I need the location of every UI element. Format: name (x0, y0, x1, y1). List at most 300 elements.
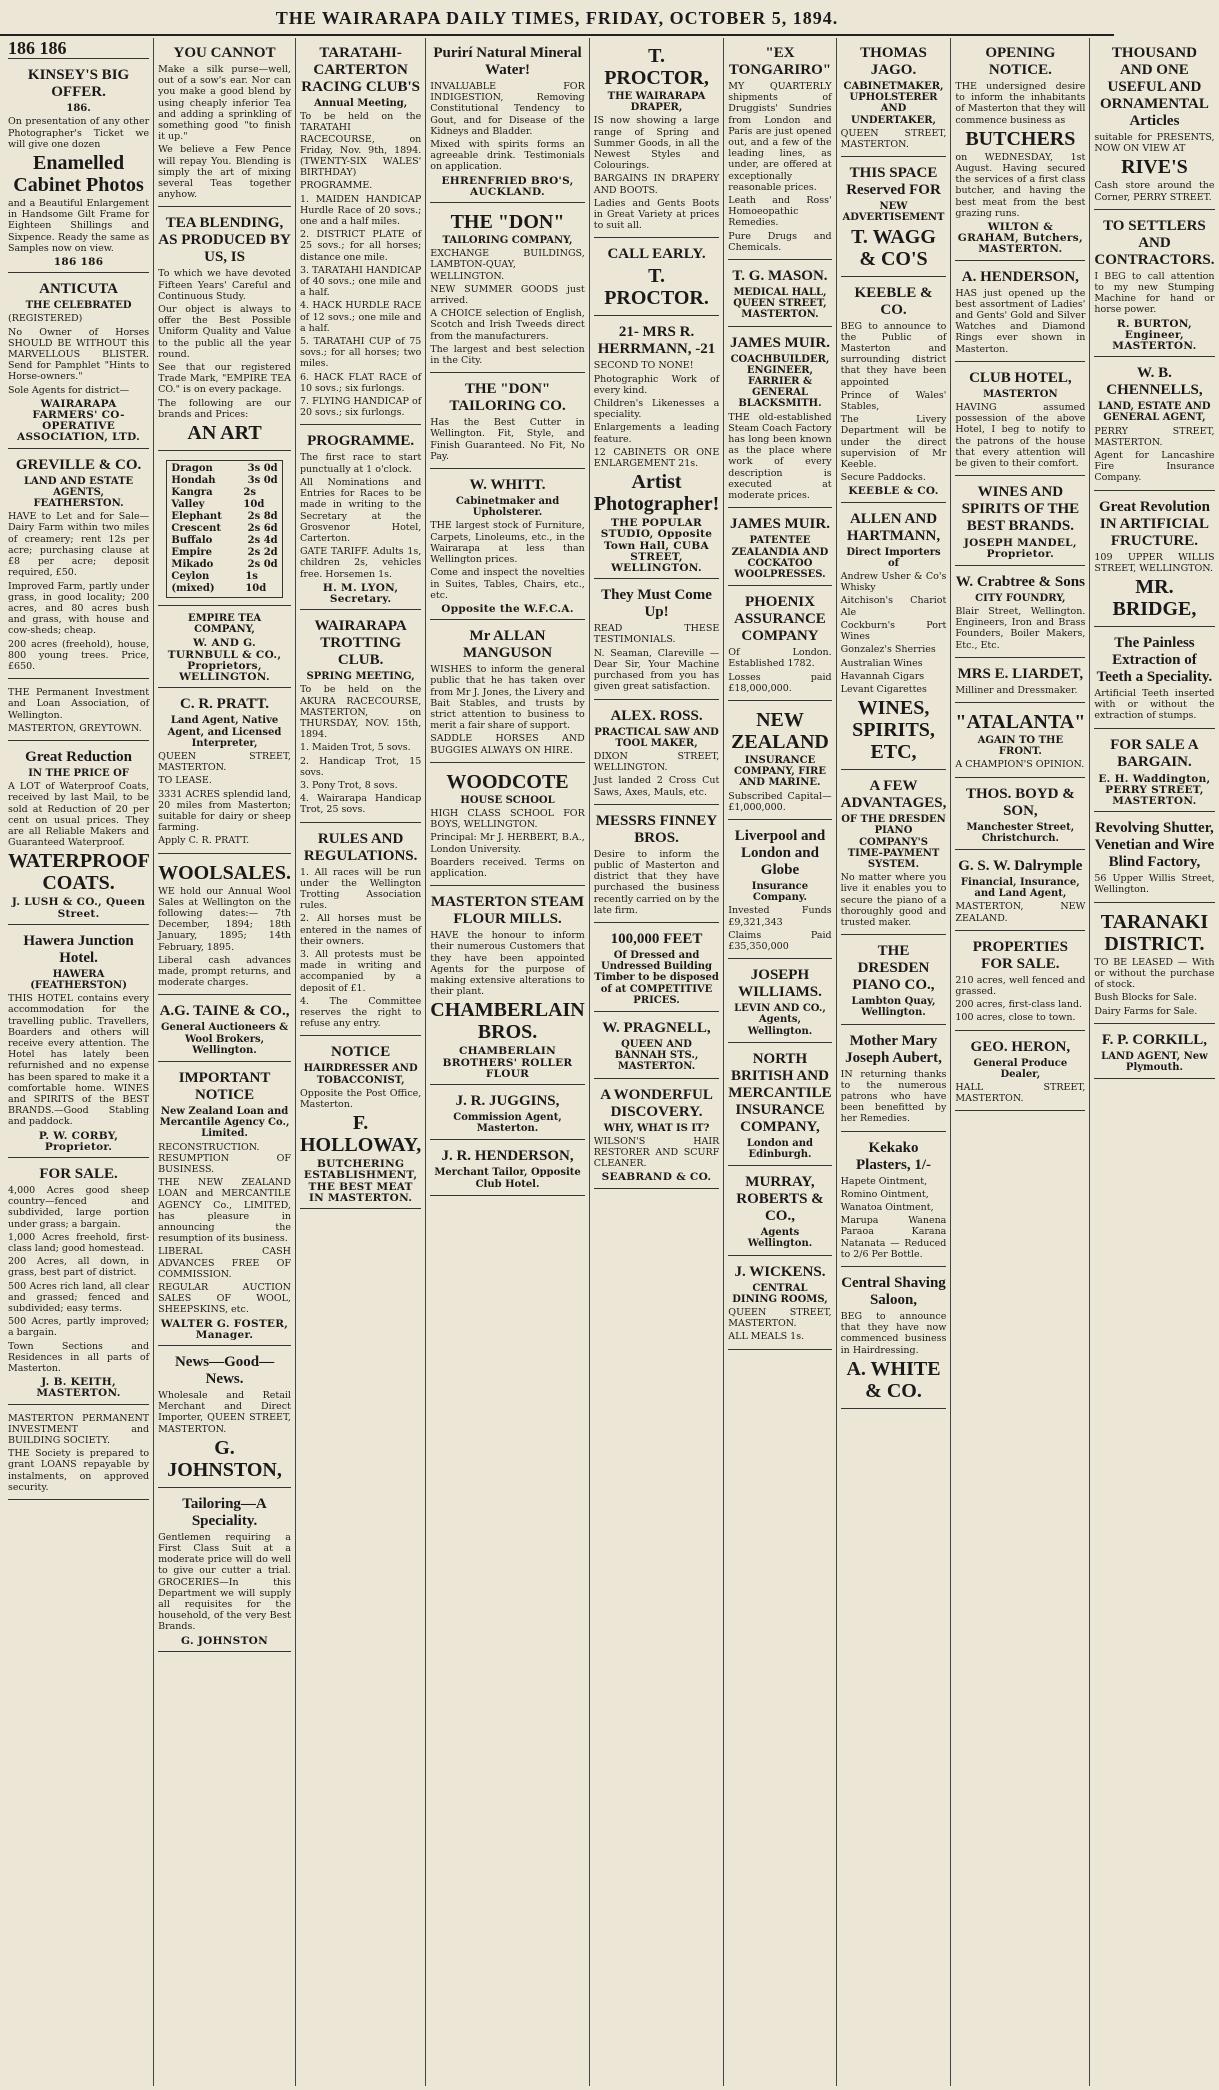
price-row (171, 535, 277, 547)
ad-signature: THE POPULAR STUDIO, Opposite Town Hall, CUBA STREET, WELLINGTON. (600, 517, 713, 575)
ad-heading: THE "DON" (450, 211, 565, 234)
ad-subheading: London and Edinburgh. (746, 1137, 814, 1160)
ad-body-text: Apply C. R. PRATT. (158, 835, 250, 847)
ad-heading: JAMES MUIR. (729, 516, 830, 533)
advertisement (8, 682, 149, 741)
ad-body-text: HIGH CLASS SCHOOL FOR BOYS, WELLINGTON. (430, 807, 585, 831)
ad-body-text: WE hold our Annual Wool Sales at Wellington on the following dates:— 7th December, 1894; 18th January, 1895; 14th February, 1895. (158, 885, 291, 953)
ad-body-text: Hapete Ointment, (840, 1175, 928, 1187)
ad-body-text: THE old-established Steam Coach Factory has long been known as the place where work of every description is executed at moderate prices. (728, 411, 832, 502)
tea-brand: Elephant (171, 511, 222, 523)
ad-signature: G. JOHNSTON (181, 1634, 269, 1647)
column-1 (4, 38, 154, 2086)
ad-signature: 186 186 (53, 256, 104, 269)
ad-body-text: Agent for Lancashire Fire Insurance Company. (1094, 450, 1215, 484)
ad-heading: W. Crabtree & Sons (955, 573, 1085, 590)
ad-heading: W. PRAGNELL, (602, 1019, 711, 1036)
ad-heading: A. HENDERSON, (961, 268, 1079, 285)
tea-brand: Crescent (171, 523, 221, 535)
ad-body-text: DIXON STREET, WELLINGTON. (593, 750, 720, 774)
ad-body-text: MY QUARTERLY shipments of Druggists' Sundries from London and Paris are just opened out, and a few of the leading lines, as under, are offered at exceptionally reasonable prices. (728, 81, 832, 193)
ad-signature: EHRENFRIED BRO'S, AUCKLAND. (441, 174, 574, 198)
ad-body-text: Our object is always to offer the Best Possible Uniform Quality and Value to the public all the year round. (158, 304, 291, 360)
ad-subheading: QUEEN AND BANNAH STS., MASTERTON. (614, 1038, 699, 1073)
ad-body-text: A CHAMPION'S OPINION. (955, 759, 1085, 771)
price-row (171, 559, 277, 571)
advertisement (430, 1088, 584, 1140)
ad-body-text: BARGAINS IN DRAPERY AND BOOTS. (593, 173, 720, 196)
ad-subheading: OF THE DRESDEN PIANO COMPANY'S TIME-PAYMENT SYSTEM. (841, 814, 946, 870)
ad-heading: OPENING NOTICE. (985, 45, 1056, 78)
advertisement (728, 704, 831, 820)
ad-heading: Purirí Natural Mineral Water! (433, 45, 582, 78)
ad-body-text: 5. TARATAHI CUP of 75 sovs.; for all horses; two miles. (299, 336, 422, 370)
ad-subheading: Agents Wellington. (747, 1227, 813, 1250)
ad-body-text: Aitchison's Chariot Ale (840, 595, 947, 618)
ad-body-text: SADDLE HORSES AND BUGGIES ALWAYS ON HIRE. (430, 733, 585, 756)
column-3 (296, 38, 426, 2086)
ad-body-text: Losses paid £18,000,000. (728, 671, 832, 694)
ad-subheading: General Produce Dealer, (973, 1057, 1068, 1080)
ad-heading: J. R. HENDERSON, (441, 1148, 574, 1165)
advertisement (728, 962, 831, 1043)
ad-heading: W. WHITT. (469, 477, 546, 494)
ad-body-text: suitable for PRESENTS, NOW ON VIEW AT (1094, 132, 1215, 155)
ad-subheading: 186. (66, 103, 91, 115)
ad-body-text: EXCHANGE BUILDINGS, LAMBTON-QUAY, WELLINGTON. (430, 248, 585, 282)
advertisement (594, 582, 720, 699)
ad-body-text: Invested Funds £9,321,343 (728, 905, 832, 928)
advertisement (841, 938, 947, 1024)
ad-body-text: Milliner and Dressmaker. (955, 684, 1078, 696)
ad-body-text: 4. The Committee reserves the right to refuse any entry. (299, 995, 422, 1030)
ad-body-text: 100 acres, close to town. (955, 1012, 1076, 1024)
ad-subheading: AGAIN TO THE FRONT. (977, 734, 1064, 758)
column-2 (154, 38, 296, 2086)
advertisement (1094, 494, 1214, 627)
ad-body-text: 200 acres, first-class land. (955, 999, 1083, 1011)
ad-heading: THOUSAND AND ONE USEFUL AND ORNAMENTAL Articles (1099, 45, 1209, 129)
ad-body-text: 2. All horses must be entered in the names of their owners. (299, 913, 422, 947)
advertisement (728, 1169, 831, 1255)
ad-subheading: THE WAIRARAPA DRAPER, (607, 91, 706, 114)
price-row (171, 463, 277, 475)
ad-body-text: Levant Cigarettes (840, 683, 927, 695)
ad-signature: W. AND G. TURNBULL & CO., Proprietors, WELLINGTON. (167, 637, 282, 684)
advertisement (728, 263, 831, 327)
ad-body-text: QUEEN STREET, MASTERTON. (840, 127, 947, 151)
ad-heading: JAMES MUIR. (729, 334, 830, 351)
tea-brand: Dragon (171, 463, 213, 475)
tea-brand: Ceylon (mixed) (171, 571, 215, 595)
price-row (171, 571, 277, 595)
ad-body-text: 200 Acres, all down, in grass, best part of district. (8, 1256, 150, 1279)
ad-body-text: The following are our brands and Prices: (158, 397, 291, 420)
ad-body-text: NEW SUMMER GOODS just arrived. (430, 283, 585, 307)
ad-body-text: On presentation of any other Photographer's Ticket we will give one dozen (8, 116, 150, 150)
ad-body-text: To which we have devoted Fifteen Years' Careful and Continuous Study. (158, 268, 291, 302)
tea-brand: Buffalo (171, 535, 213, 547)
ad-subheading: CABINETMAKER, UPHOLSTERER AND UNDERTAKER, (843, 81, 944, 126)
ad-heading: CALL EARLY. (607, 246, 706, 263)
advertisement (841, 1135, 947, 1267)
ad-signature: P. W. CORBY, Proprietor. (38, 1129, 119, 1153)
ad-signature: KEEBLE & CO. (848, 485, 939, 498)
ad-subheading: PRACTICAL SAW AND TOOL MAKER, (594, 726, 719, 749)
ad-heading: Mother Mary Joseph Aubert, (845, 1032, 942, 1066)
ad-heading: TARATAHI-CARTERTON RACING CLUB'S (301, 45, 421, 95)
ad-body-text: on WEDNESDAY, 1st August. Having secured the services of a first class butcher, and having the best meat from the best grazing runs. (955, 151, 1086, 219)
tea-price: 3s 0d (247, 463, 278, 475)
ad-body-text: Blair Street, Wellington. Engineers, Iron and Brass Founders, Boiler Makers, Etc., Etc. (955, 605, 1086, 651)
ad-body-text: Ladies and Gents Boots in Great Variety at prices to suit all. (593, 197, 720, 232)
ad-body-text: GATE TARIFF. Adults 1s, children 2s, vehicles free. Horsemen 1s. (299, 546, 422, 580)
advertisement (158, 40, 291, 207)
ad-body-text: Opposite the Post Office, Masterton. (299, 1087, 422, 1111)
tea-brand: Kangra Valley (171, 487, 213, 511)
ad-body-text: RECONSTRUCTION. RESUMPTION OF BUSINESS. (158, 1141, 291, 1175)
advertisement (841, 1270, 947, 1409)
ad-subheading: Commission Agent, Masterton. (453, 1111, 562, 1135)
ad-body-text: See that our registered Trade Mark, "EMPIRE TEA CO." is on every package. (158, 362, 291, 396)
ad-heading: News—Good—News. (174, 1354, 275, 1388)
ad-body-text: 6. HACK FLAT RACE of 10 sovs.; six furlongs. (299, 371, 422, 394)
ad-subheading: COACHBUILDER, ENGINEER, FARRIER & GENERAL BLACKSMITH. (730, 353, 830, 410)
ad-body-text: Come and inspect the novelties in Suites, Tables, Chairs, etc., etc. (430, 567, 585, 601)
ad-heading: ANTICUTA (39, 281, 119, 298)
ad-heading: T. PROCTOR, (604, 45, 709, 89)
ad-body-text: 4. Wairarapa Handicap Trot, 25 sovs. (299, 793, 422, 816)
ad-subheading: TAILORING COMPANY, (442, 235, 573, 247)
masthead-title: THE WAIRARAPA DAILY TIMES, FRIDAY, OCTOBER 5, 1894. (275, 8, 839, 28)
ad-body-text: 3331 ACRES splendid land, 20 miles from Masterton; suitable for dairy or sheep farming. (158, 788, 291, 834)
ad-heading-secondary: F. HOLLOWAY, (299, 1112, 422, 1157)
advertisement (955, 934, 1085, 1031)
ad-body-text: Artificial Teeth inserted with or without the extraction of stumps. (1094, 688, 1215, 722)
ad-signature: R. BURTON, Engineer, MASTERTON. (1112, 317, 1197, 353)
ad-subheading: SPRING MEETING, (306, 671, 415, 683)
ad-heading: WAIRARAPA TROTTING CLUB. (314, 618, 407, 669)
ad-subheading: THE CELEBRATED (25, 300, 132, 312)
ad-subheading: Manchester Street, Christchurch. (966, 821, 1075, 844)
ad-body-text: TO BE LEASED — With or without the purchase of stock. (1094, 956, 1215, 991)
tea-brand: Mikado (171, 559, 214, 571)
advertisement (430, 889, 584, 1085)
ad-body-text: Has the Best Cutter in Wellington. Fit, Style, and Finish Guaranteed. No Fit, No Pay. (430, 417, 585, 462)
ad-heading: THOS. BOYD & SON, (965, 785, 1075, 819)
advertisement (841, 506, 947, 770)
ad-subheading: WHY, WHAT IS IT? (603, 1122, 710, 1134)
ad-heading: Kekako Plasters, 1/- (856, 1139, 931, 1173)
ad-body-text: 1. MAIDEN HANDICAP Hurdle Race of 20 sovs.; one and a half miles. (299, 193, 422, 228)
ad-body-text: Liberal cash advances made, prompt returns, and moderate charges. (158, 954, 291, 989)
ad-heading: Great Revolution IN ARTIFICIAL FRUCTURE. (1098, 498, 1210, 549)
ad-body-text: THE Permanent Investment and Loan Association, of Wellington. (8, 687, 150, 721)
ad-body-text: BEG to announce to the Public of Masterton and surrounding district that they have been appointed (840, 320, 947, 388)
advertisement (955, 365, 1085, 476)
advertisement (8, 928, 149, 1158)
ad-body-text: Make a silk purse—well, out of a sow's ear. Nor can you make a good blend by using cheaply inferior Tea and adding a sprinkling of something good "to finish it up." (158, 64, 291, 143)
ad-signature: CHAMBERLAIN BROTHERS' ROLLER FLOUR (442, 1045, 573, 1080)
ad-body-text: 7. FLYING HANDICAP of 20 sovs.; six furlongs. (299, 396, 422, 419)
ad-body-text: HAVING assumed possession of the above Hotel, I beg to notify to the patrons of the house that every attention will be given to their comfort. (955, 402, 1086, 470)
ad-body-text: Bush Blocks for Sale. (1094, 992, 1197, 1004)
ad-heading: YOU CANNOT (173, 45, 276, 61)
price-row (171, 547, 277, 559)
ad-heading: MRS E. LIARDET, (957, 665, 1084, 682)
tea-price: 3s 0d (247, 475, 278, 487)
advertisement (158, 454, 291, 606)
tea-brand: Hondah (171, 475, 216, 487)
advertisement (955, 479, 1085, 565)
ad-subheading: Lambton Quay, Wellington. (851, 996, 936, 1019)
ad-heading: Central Shaving Saloon, (841, 1274, 946, 1308)
advertisement (430, 623, 584, 763)
ad-heading: MASTERTON STEAM FLOUR MILLS. (431, 894, 585, 928)
advertisement (728, 823, 831, 959)
ad-heading-secondary: T. PROCTOR. (604, 265, 709, 310)
advertisement (955, 264, 1085, 362)
ad-heading: Revolving Shutter, Venetian and Wire Blind Factory, (1094, 820, 1215, 871)
ad-heading: KINSEY'S BIG OFFER. (27, 67, 130, 101)
ad-subheading: HAWERA (FEATHERSTON) (30, 968, 127, 991)
ad-body-text: Desire to inform the public of Masterton and district that they have purchased the business recently carried on by the late firm. (593, 848, 720, 916)
ad-heading-secondary: Artist Photographer! (593, 471, 720, 516)
advertisement (1094, 732, 1214, 813)
tea-price: 2s 8d (247, 511, 278, 523)
ad-heading: TARANAKI DISTRICT. (1100, 910, 1209, 955)
ad-heading: THIS SPACE Reserved FOR (846, 165, 941, 199)
ad-heading: Great Reduction (25, 748, 132, 765)
ad-subheading: LAND AND ESTATE AGENTS, FEATHERSTON. (23, 475, 134, 510)
ad-heading: WOODCOTE (446, 770, 569, 793)
advertisement (430, 472, 584, 620)
ad-body-text: THE Society is prepared to grant LOANS repayable by instalments, on approved security. (8, 1448, 150, 1493)
ad-heading: THE DRESDEN PIANO CO., (852, 943, 935, 994)
ad-body-text: I BEG to call attention to my new Stumping Machine for hand or horse power. (1094, 270, 1215, 316)
ad-body-text: Secure Paddocks. (840, 472, 926, 484)
ad-body-text: Andrew Usher & Co's Whisky (840, 571, 947, 594)
ad-body-text: Prince of Wales' Stables, (840, 389, 947, 413)
columns (4, 38, 1215, 2086)
ad-subheading: LAND AGENT, New Plymouth. (1101, 1050, 1208, 1073)
ad-subheading: HOUSE SCHOOL (460, 794, 555, 806)
ad-subheading: Financial, Insurance, and Land Agent, (960, 876, 1080, 900)
ad-heading: FOR SALE A BARGAIN. (1110, 736, 1199, 770)
advertisement (594, 1082, 720, 1189)
advertisement (728, 1259, 831, 1350)
advertisement (728, 511, 831, 586)
ad-subheading: MEDICAL HALL, QUEEN STREET, MASTERTON. (733, 287, 827, 321)
ad-signature: WILTON & GRAHAM, Butchers, MASTERTON. (957, 221, 1083, 256)
advertisement (430, 1143, 584, 1195)
ad-heading: WOOLSALES. (158, 861, 291, 884)
ad-heading: RULES AND REGULATIONS. (303, 830, 418, 864)
advertisement (841, 1028, 947, 1132)
ad-heading-secondary: G. JOHNSTON, (167, 1436, 282, 1481)
advertisement (594, 40, 720, 238)
ad-body-text: Gentlemen requiring a First Class Suit at a moderate price will do well to give our cutter a trial. GROCERIES—In this Department we will supply all requisites for the household, of the very Best Brands. (158, 1531, 291, 1633)
ad-subheading: Direct Importers of (846, 546, 941, 569)
advertisement (955, 781, 1085, 850)
ad-body-text: Improved Farm, partly under grass, in good locality; 200 acres, and 80 acres bush and grass, with house and cow-sheds; cheap. (8, 580, 150, 637)
ad-body-text: Cockburn's Port Wines (840, 619, 947, 643)
column-5 (590, 38, 725, 2086)
ad-heading: F. P. CORKILL, (1101, 1031, 1208, 1048)
ad-heading: J. R. JUGGINS, (455, 1092, 560, 1109)
advertisement (8, 1408, 149, 1500)
ad-body-text: READ THESE TESTIMONIALS. (593, 623, 720, 646)
advertisement (955, 569, 1085, 658)
ad-body-text: Australian Wines (840, 657, 923, 669)
ad-body-text: PROGRAMME. (299, 180, 373, 192)
tea-price: 1s 10d (245, 571, 267, 595)
ad-body-text: 3. TARATAHI HANDICAP of 40 sovs.; one mile and a half. (299, 264, 422, 299)
ad-heading: GREVILLE & CO. (15, 456, 142, 473)
ad-heading: NORTH BRITISH AND MERCANTILE INSURANCE COMPANY, (728, 1050, 832, 1135)
masthead (0, 0, 1114, 36)
ad-body-text: All Nominations and Entries for Races to be made in writing to the Secretary at the Grosvenor Hotel, Carterton. (299, 476, 422, 544)
ad-signature: WAIRARAPA FARMERS' CO-OPERATIVE ASSOCIATION, LTD. (17, 397, 141, 444)
ad-body-text: Leath and Ross' Homoeopathic Remedies. (728, 195, 832, 229)
ad-subheading: MASTERTON (983, 388, 1058, 400)
ad-body-text: HAVE to Let and for Sale— Dairy Farm within two miles of creamery; rent 12s per acre; purchasing clause at £8 per acre; deposit required, £50. (8, 511, 150, 579)
ad-heading: WINES AND SPIRITS OF THE BEST BRANDS. (961, 484, 1080, 535)
price-row (171, 487, 277, 511)
advertisement (594, 319, 720, 579)
ad-subheading: Insurance Company. (751, 880, 809, 904)
price-row (171, 475, 277, 487)
ad-heading: MESSRS FINNEY BROS. (595, 812, 718, 846)
ad-signature: WALTER G. FOSTER, Manager. (160, 1317, 289, 1341)
ad-body-text: INVALUABLE FOR INDIGESTION, Removing Constitutional Tendency to Gout, and for Disease of the Kidneys and Bladder. (430, 81, 585, 137)
ad-body-text: Just landed 2 Cross Cut Saws, Axes, Mauls, etc. (593, 775, 720, 798)
advertisement (300, 428, 421, 610)
ad-body-text: Pure Drugs and Chemicals. (728, 230, 832, 253)
ad-subheading: Land Agent, Native Agent, and Licensed Interpreter, (167, 715, 282, 749)
ad-heading: PHOENIX ASSURANCE COMPANY (734, 594, 826, 645)
ad-body-text: 1. Maiden Trot, 5 sovs. (299, 742, 411, 754)
ad-heading: TEA BLENDING, AS PRODUCED BY US, IS (158, 215, 291, 266)
ad-body-text: 1. All races will be run under the Wellington Trotting Association rules. (299, 866, 422, 912)
ad-subheading: Annual Meeting, (313, 98, 408, 109)
price-row (171, 511, 277, 523)
advertisement (728, 1046, 831, 1166)
ad-heading: PROPERTIES FOR SALE. (972, 938, 1069, 972)
ad-body-text: 200 acres (freehold), house, 800 young trees. Price, £650. (8, 638, 150, 672)
ad-heading: GEO. HERON, (970, 1038, 1071, 1055)
advertisement (1094, 815, 1214, 902)
advertisement (955, 1034, 1085, 1112)
ad-signature: E. H. Waddington, PERRY STREET, MASTERTON. (1098, 772, 1211, 808)
ad-heading: A FEW ADVANTAGES, (840, 778, 947, 812)
advertisement (728, 330, 831, 509)
ad-heading-secondary: BUTCHERS (965, 127, 1076, 150)
ad-subheading: LAND, ESTATE AND GENERAL AGENT, (1098, 401, 1211, 424)
advertisement (841, 773, 947, 935)
ad-body-text: No matter where you live it enables you to secure the piano of a thoroughly good and trusted maker. (840, 872, 947, 928)
ad-subheading: CENTRAL DINING ROOMS, (732, 1282, 828, 1305)
ad-subheading: INSURANCE COMPANY, FIRE AND MARINE. (733, 754, 826, 789)
advertisement (1094, 906, 1214, 1024)
ad-body-text: (REGISTERED) (8, 313, 83, 325)
advertisement (955, 706, 1085, 778)
advertisement (300, 1039, 421, 1209)
tea-brand: Empire (171, 547, 213, 559)
ad-heading: NOTICE (331, 1044, 391, 1061)
ad-signature: J. LUSH & CO., Queen Street. (11, 896, 146, 920)
advertisement (158, 1065, 291, 1346)
ad-heading: JOSEPH WILLIAMS. (738, 967, 822, 1001)
ad-body-text: A LOT of Waterproof Coats, received by last Mail, to be sold at Reduction of 20 per cent on usual prices. They are all Reliable Makers and Guaranteed Waterproof. (8, 781, 150, 849)
ad-heading: W. B. CHENNELLS, (1106, 365, 1203, 399)
advertisement (158, 609, 291, 688)
advertisement (1094, 1027, 1214, 1079)
column-4 (426, 38, 589, 2086)
ad-body-text: Children's Likenesses a speciality. (593, 398, 720, 421)
ad-body-text: MASTERTON, NEW ZEALAND. (955, 901, 1086, 924)
ad-heading-secondary: AN ART (187, 422, 262, 445)
advertisement (594, 1015, 720, 1079)
ad-subheading: New Zealand Loan and Mercantile Agency Co., Limited. (159, 1105, 290, 1140)
ad-subheading: LEVIN AND CO., Agents, Wellington. (734, 1003, 826, 1037)
ad-heading: ALLEN AND HARTMANN, (846, 510, 941, 544)
ad-body-text: MASTERTON, GREYTOWN. (8, 722, 142, 734)
advertisement (430, 206, 584, 373)
column-8 (951, 38, 1090, 2086)
ad-body-text: Gonzalez's Sherries (840, 644, 936, 656)
tea-price: 2s 4d (247, 535, 278, 547)
ad-heading: PROGRAMME. (307, 433, 415, 450)
ad-body-text: 500 Acres rich land, all clear and grassed; fenced and subdivided; easy terms. (8, 1280, 150, 1315)
ad-body-text: TO LEASE. (158, 775, 212, 787)
advertisement (728, 40, 831, 260)
ad-heading: J. WICKENS. (734, 1263, 826, 1280)
ad-body-text: 2. DISTRICT PLATE of 25 sovs.; for all horses; distance one mile. (299, 229, 422, 263)
ad-heading: Liverpool and London and Globe (734, 827, 826, 878)
ad-body-text: Wholesale and Retail Merchant and Direct Importer, QUEEN STREET, MASTERTON. (158, 1390, 291, 1435)
ad-subheading: Cabinetmaker and Upholsterer. (455, 496, 560, 519)
advertisement (8, 62, 149, 273)
ad-heading: G. S. W. Dalrymple (958, 857, 1083, 874)
advertisement (955, 661, 1085, 703)
ad-body-text: IS now showing a large range of Spring and Summer Goods, in all the Newest Styles and Colourings. (593, 115, 720, 172)
ad-signature: SEABRAND & CO. (601, 1171, 712, 1184)
ad-heading: A WONDERFUL DISCOVERY. (600, 1086, 713, 1120)
ad-body-text: Dairy Farms for Sale. (1094, 1005, 1198, 1017)
ad-number: 186 186 (8, 38, 67, 58)
ad-heading: The Painless Extraction of Teeth a Speciality. (1096, 635, 1213, 686)
ad-heading: IMPORTANT NOTICE (178, 1069, 271, 1103)
ad-body-text: 3. All protests must be made in writing and accompanied by a deposit of £1. (299, 948, 422, 994)
ad-heading: THOMAS JAGO. (860, 45, 927, 78)
ad-heading: 21- MRS R. HERRMANN, -21 (597, 324, 716, 358)
ad-body-text: 12 CABINETS OR ONE ENLARGEMENT 21s. (593, 446, 720, 470)
ad-heading-secondary: Enamelled Cabinet Photos (13, 152, 144, 197)
advertisement (1094, 40, 1214, 210)
ad-signature: BUTCHERING ESTABLISHMENT, THE BEST MEAT IN MASTERTON. (303, 1158, 418, 1204)
ad-body-text: Wanatoa Ointment, (840, 1201, 934, 1213)
advertisement (594, 808, 720, 923)
ad-heading: They Must Come Up! (601, 587, 712, 621)
ad-body-text: REGULAR AUCTION SALES OF WOOL, SHEEPSKINS, etc. (158, 1282, 291, 1316)
ad-body-text: HAS just opened up the best assortment of Ladies' and Gents' Gold and Silver Watches and Diamond Rings ever shown in Masterton. (955, 287, 1086, 355)
ad-heading-secondary: A. WHITE & CO. (846, 1357, 941, 1402)
advertisement (955, 40, 1085, 261)
column-7 (837, 38, 952, 2086)
advertisement (158, 691, 291, 853)
advertisement (1094, 630, 1214, 729)
